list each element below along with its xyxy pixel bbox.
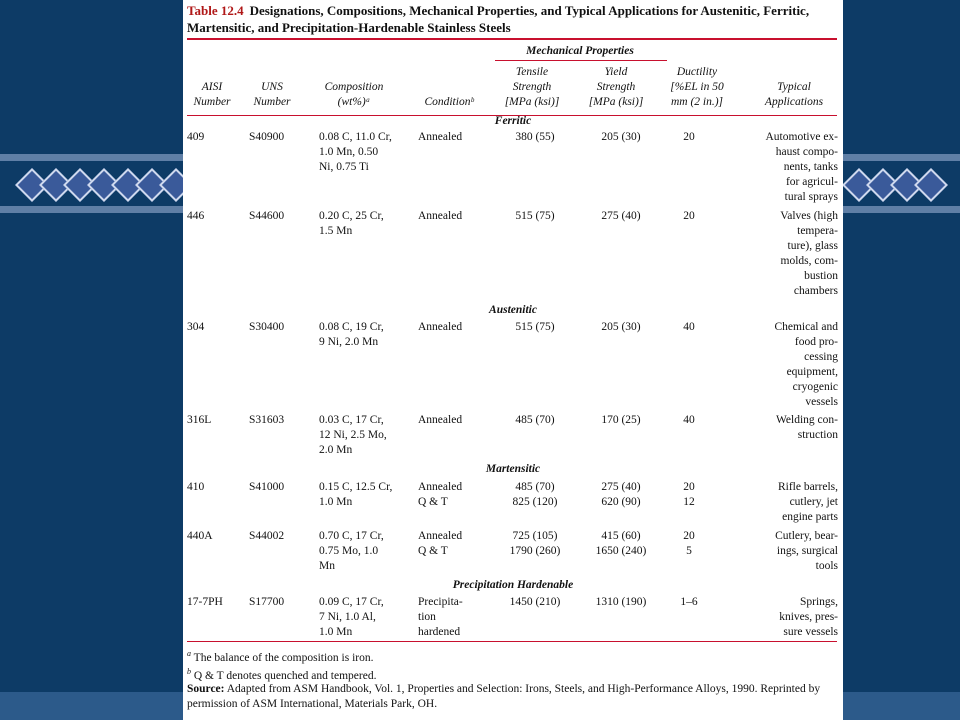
cell-applications: Chemical and food pro- cessing equipment, cryogenic vessels [774,321,838,408]
header-condition: Conditionᵇ [424,96,474,108]
cell-uns: S17700 [249,596,285,608]
cell-condition: Annealed [418,414,463,426]
cell-ductility: 20 12 [683,481,695,508]
header-uns: UNS Number [253,81,291,108]
cell-applications: Automotive ex- haust compo- nents, tanks for agricul- tural sprays [765,131,838,203]
cell-applications: Rifle barrels, cutlery, jet engine parts [777,481,838,523]
header-typical-applications: Typical Applications [764,81,824,108]
cell-yield: 170 (25) [601,414,641,426]
cell-composition: 0.08 C, 11.0 Cr, 1.0 Mn, 0.50 Ni, 0.75 Ti [319,131,392,173]
section-ferritic: Ferritic [494,115,532,127]
source-note [187,682,837,712]
footnote-a: $^a$ The balance of the composition is iron. [187,649,374,664]
cell-uns: S44600 [249,210,285,222]
mechanical-properties-rule [495,60,667,61]
cell-condition: Annealed [418,131,463,143]
top-rule [187,38,837,40]
footnote-a-text: The balance of the composition is iron. [193,651,374,664]
section-martensitic: Martensitic [485,463,541,475]
cell-aisi: 409 [187,131,205,143]
cell-aisi: 316L [187,414,212,426]
table-caption: Designations, Compositions, Mechanical Properties, and Typical Applications for Austenitic, Ferritic, Martensitic, and Precipitation-Hardenable Stainless Steels [187,3,810,35]
cell-ductility: 20 5 [683,530,695,557]
cell-yield: 275 (40) [601,210,641,222]
cell-aisi: 410 [187,481,205,493]
source-label: Source: [187,683,225,695]
cell-aisi: 440A [187,530,213,542]
cell-ductility: 20 [683,131,695,143]
table-title [187,2,837,36]
cell-composition: 0.70 C, 17 Cr, 0.75 Mo, 1.0 Mn [319,530,384,572]
cell-composition: 0.15 C, 12.5 Cr, 1.0 Mn [319,481,393,508]
cell-condition: Annealed [418,321,463,333]
cell-aisi: 446 [187,210,205,222]
cell-uns: S41000 [249,481,285,493]
cell-yield: 205 (30) [601,131,641,143]
cell-applications: Welding con- struction [776,414,838,441]
cell-tensile: 725 (105) 1790 (260) [509,530,561,557]
table-page [183,0,843,720]
cell-uns: S31603 [249,414,285,426]
cell-composition: 0.03 C, 17 Cr, 12 Ni, 2.5 Mo, 2.0 Mn [319,414,387,456]
source-text: Adapted from ASM Handbook, Vol. 1, Properties and Selection: Irons, Steels, and High-Performance Alloys, 1990. Reprinted by permission of ASM International, Materials Park, OH. [187,683,821,710]
cell-composition: 0.08 C, 19 Cr, 9 Ni, 2.0 Mn [319,321,384,348]
cell-tensile: 485 (70) 825 (120) [512,481,558,508]
cell-ductility: 20 [683,210,695,222]
header-aisi: AISI Number [193,81,231,108]
cell-condition: Annealed Q & T [418,530,463,557]
left-diamond-row [14,166,184,202]
footnote-b: $^b$ Q & T denotes quenched and tempered. [187,667,377,682]
header-tensile-strength: Tensile Strength [MPa (ksi)] [504,66,560,108]
cell-tensile: 485 (70) [515,414,555,426]
bottom-rule [187,641,837,642]
mechanical-properties-header: Mechanical Properties [526,45,634,57]
cell-yield: 415 (60) 1650 (240) [595,530,647,557]
cell-condition: Annealed Q & T [418,481,463,508]
cell-condition: Annealed [418,210,463,222]
header-composition: Composition (wt%)ᵃ [324,81,384,108]
footnote-b-text: Q & T denotes quenched and tempered. [193,669,377,682]
cell-uns: S44002 [249,530,285,542]
diamond-icon [914,168,948,202]
cell-composition: 0.20 C, 25 Cr, 1.5 Mn [319,210,384,237]
cell-applications: Valves (high tempera- ture), glass molds, com- bustion chambers [780,210,838,297]
cell-tensile: 515 (75) [515,210,555,222]
cell-ductility: 40 [683,321,695,333]
right-diamond-row [843,166,960,202]
header-ductility: Ductility [%EL in 50 mm (2 in.)] [670,66,724,108]
cell-aisi: 17-7PH [187,596,223,608]
cell-composition: 0.09 C, 17 Cr, 7 Ni, 1.0 Al, 1.0 Mn [319,596,384,638]
cell-tensile: 515 (75) [515,321,555,333]
cell-ductility: 40 [683,414,695,426]
cell-applications: Springs, knives, pres- sure vessels [779,596,838,638]
section-austenitic: Austenitic [489,304,537,316]
cell-uns: S40900 [249,131,285,143]
cell-uns: S30400 [249,321,285,333]
cell-tensile: 380 (55) [515,131,555,143]
cell-yield: 205 (30) [601,321,641,333]
table-number: Table 12.4 [187,3,244,18]
cell-yield: 275 (40) 620 (90) [601,481,641,508]
cell-condition: Precipita- tion hardened [418,596,463,638]
cell-tensile: 1450 (210) [509,596,561,608]
cell-applications: Cutlery, bear- ings, surgical tools [775,530,838,572]
header-yield-strength: Yield Strength [MPa (ksi)] [588,66,644,108]
section-precipitation-hardenable: Precipitation Hardenable [452,579,574,591]
cell-yield: 1310 (190) [595,596,647,608]
cell-aisi: 304 [187,321,205,333]
cell-ductility: 1–6 [680,596,698,608]
